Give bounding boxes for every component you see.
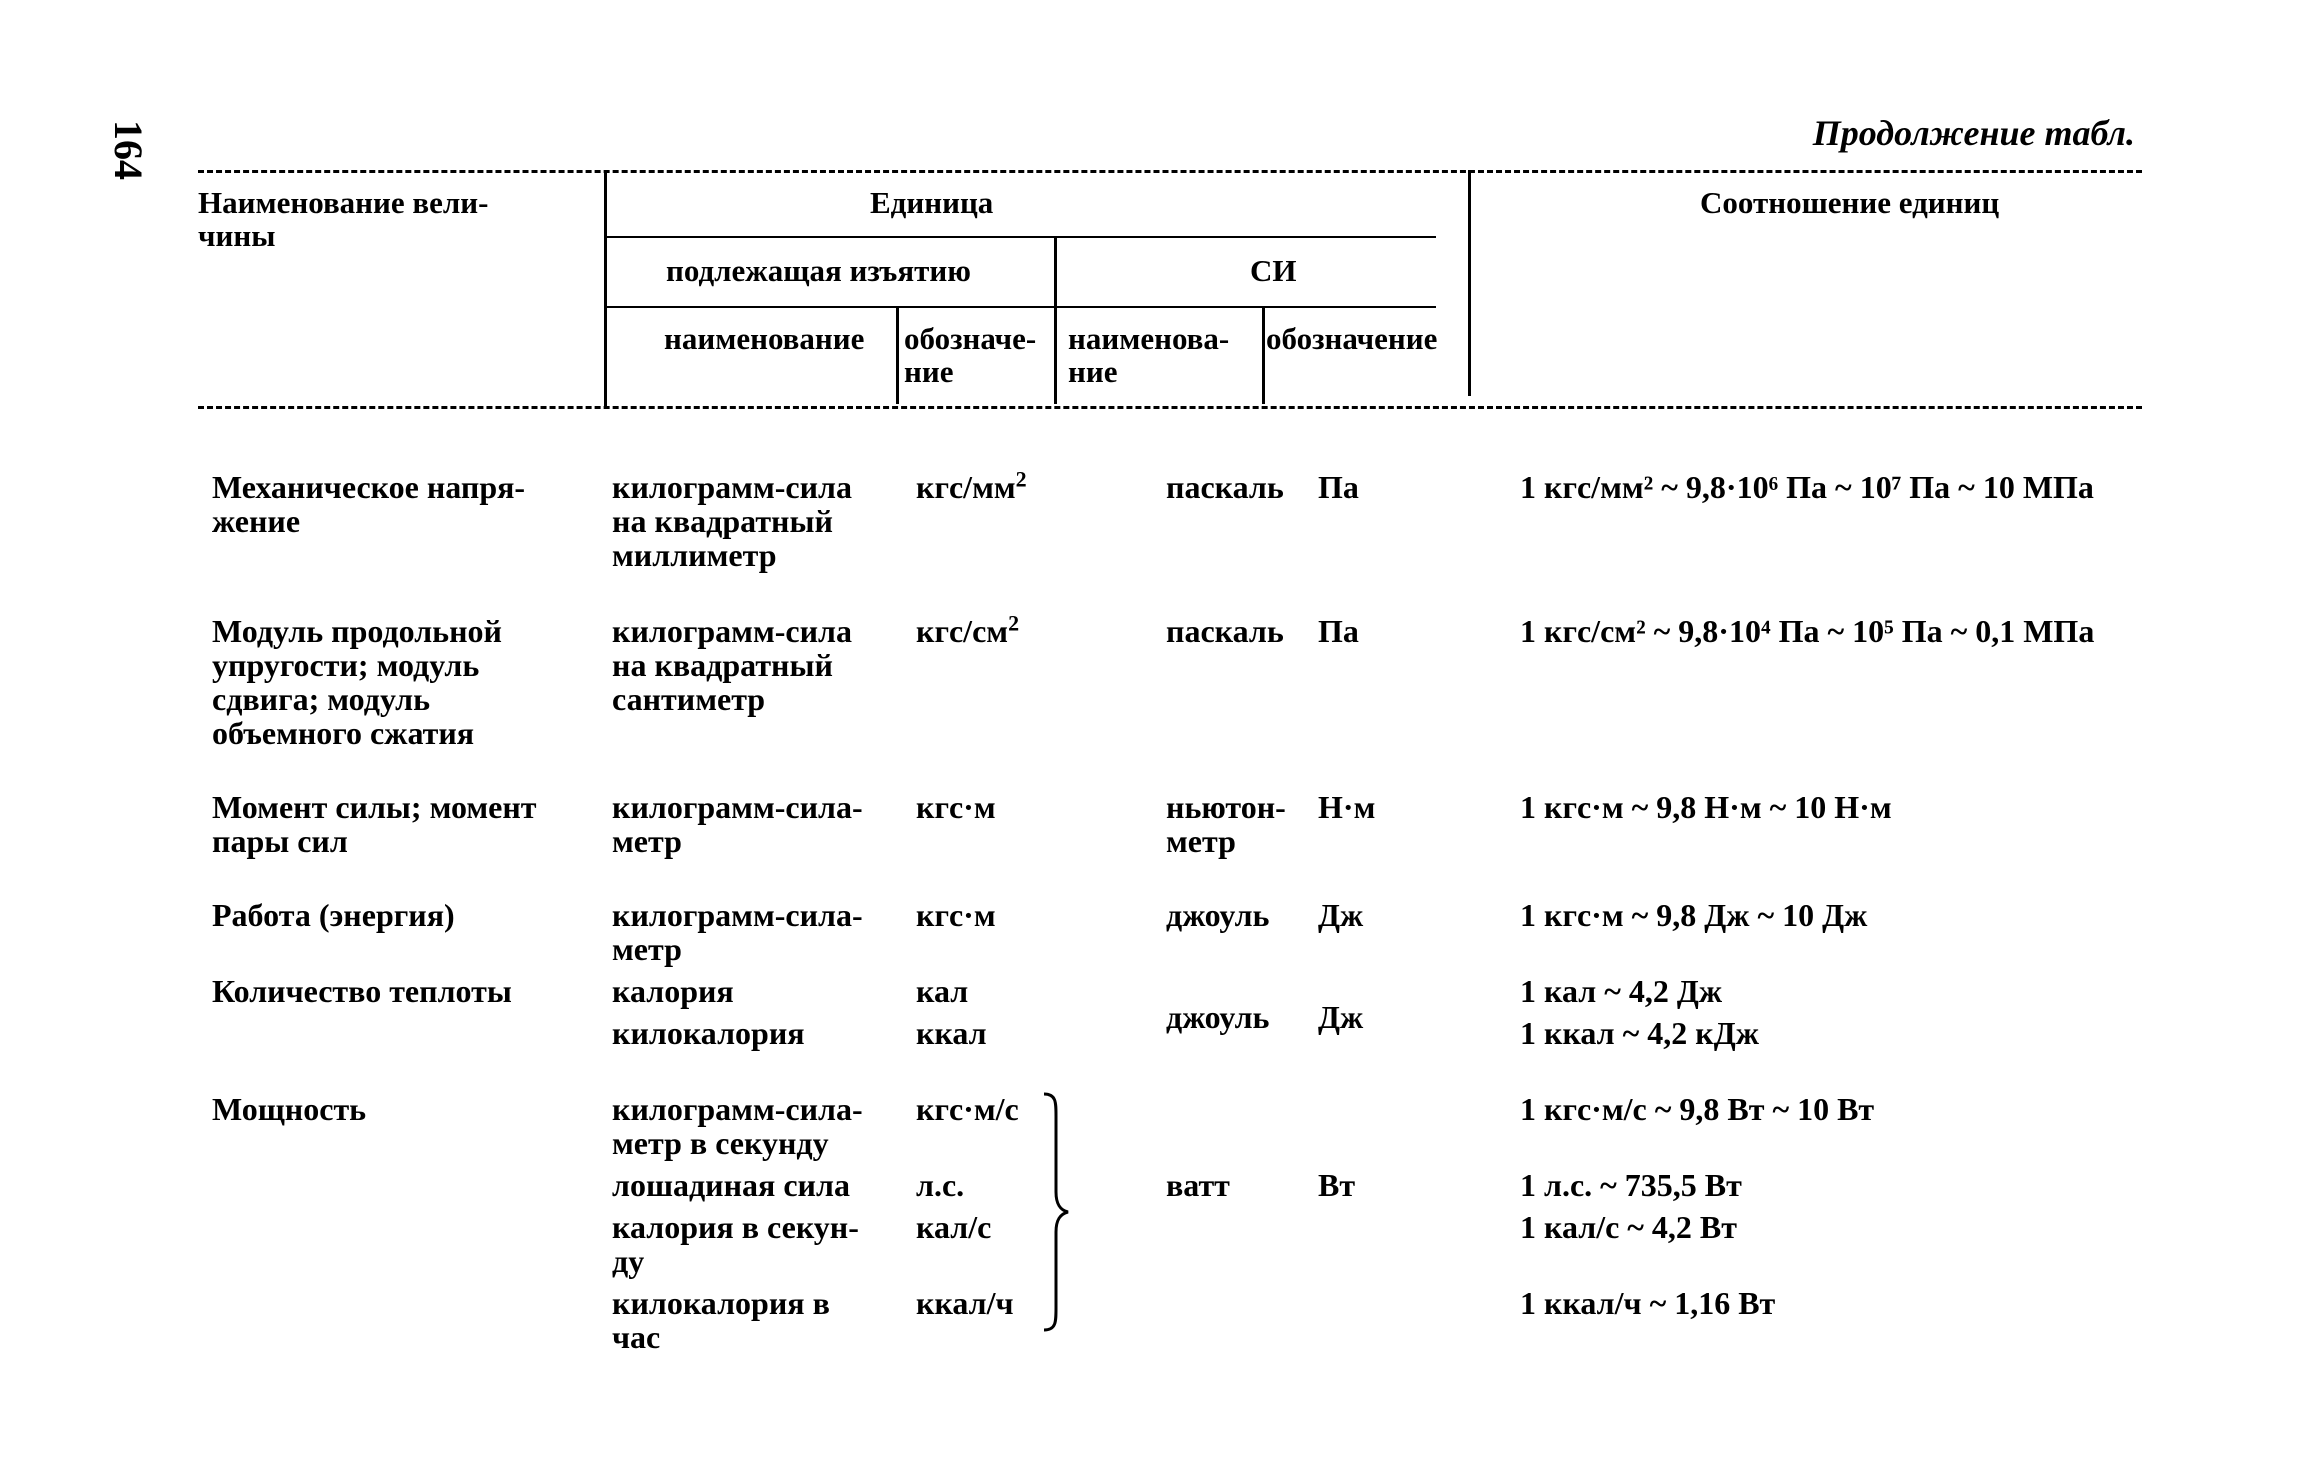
row-withdrawn-name: килограмм-сила- метр [612,789,863,859]
row-quantity: Мощность [212,1091,367,1127]
subunit-rule [606,306,1436,308]
row-ratio: 1 л.с. ~ 735,5 Вт [1520,1167,1742,1203]
row-quantity: Работа (энергия) [212,897,455,933]
header-withdrawn-name: наименование [664,321,865,356]
col-rule-5 [1468,170,1471,396]
row-withdrawn-name: килокалория [612,1015,805,1051]
header-si-symbol: обозначение [1266,321,1438,356]
row-si-name: ньютон- метр [1166,789,1286,859]
row-withdrawn-symbol: кгс·м/с [916,1091,1019,1127]
row-withdrawn-symbol: л.с. [916,1167,965,1203]
col-rule-1 [604,170,607,408]
unit-rule [606,236,1436,238]
row-ratio: 1 кгс/мм² ~ 9,8·10⁶ Па ~ 10⁷ Па ~ 10 МПа [1520,469,2094,505]
header-withdrawn: подлежащая изъятию [666,253,971,288]
row-quantity: Механическое напря- жение [212,469,526,539]
row-withdrawn-name: килограмм-сила на квадратный миллиметр [612,469,852,573]
row-si-name: джоуль [1166,999,1270,1035]
row-withdrawn-symbol: кгс·м [916,789,996,825]
row-ratio: 1 кгс·м/с ~ 9,8 Вт ~ 10 Вт [1520,1091,1875,1127]
row-withdrawn-name: лошадиная сила [612,1167,850,1203]
header-quantity: Наименование вели- чины [198,185,489,253]
row-si-name: паскаль [1166,613,1284,649]
row-withdrawn-name: килограмм-сила- метр в секунду [612,1091,863,1161]
row-quantity: Момент силы; момент пары сил [212,789,537,859]
page-number: 164 [106,120,151,180]
header-ratio: Соотношение единиц [1700,185,2000,220]
row-ratio: 1 кал ~ 4,2 Дж [1520,973,1723,1009]
row-withdrawn-symbol: кгс/$мм^2$ [916,466,1027,505]
grouping-brace [1040,1092,1070,1332]
row-si-symbol: Н·м [1318,789,1376,825]
table-top-rule [198,170,2142,173]
row-withdrawn-name: килокалория в час [612,1285,830,1355]
row-ratio: 1 кгс·м ~ 9,8 Дж ~ 10 Дж [1520,897,1868,933]
continuation-label: Продолжение табл. [1812,113,2135,153]
row-ratio: 1 ккал/ч ~ 1,16 Вт [1520,1285,1776,1321]
row-withdrawn-symbol: кгс/$см^2$ [916,610,1020,649]
row-withdrawn-symbol: ккал [916,1015,987,1051]
row-withdrawn-symbol: ккал/ч [916,1285,1014,1321]
row-quantity: Количество теплоты [212,973,512,1009]
row-quantity: Модуль продольной упругости; модуль сдвига; модуль объемного сжатия [212,613,502,751]
row-si-symbol: Па [1318,469,1359,505]
row-withdrawn-name: калория в секун- ду [612,1209,859,1279]
row-si-symbol: Па [1318,613,1359,649]
row-si-name: джоуль [1166,897,1270,933]
header-si-name: наименова- ние [1068,321,1230,389]
row-ratio: 1 ккал ~ 4,2 кДж [1520,1015,1759,1051]
header-si: СИ [1250,253,1297,288]
row-si-symbol: Вт [1318,1167,1356,1203]
row-ratio: 1 кгс·м ~ 9,8 Н·м ~ 10 Н·м [1520,789,1892,825]
row-withdrawn-symbol: кгс·м [916,897,996,933]
row-withdrawn-name: килограмм-сила на квадратный сантиметр [612,613,852,717]
row-withdrawn-name: калория [612,973,734,1009]
row-ratio: 1 кал/с ~ 4,2 Вт [1520,1209,1737,1245]
row-ratio: 1 кгс/см² ~ 9,8·10⁴ Па ~ 10⁵ Па ~ 0,1 МПа [1520,613,2095,649]
header-withdrawn-symbol: обозначе- ние [904,321,1037,389]
row-si-name: паскаль [1166,469,1284,505]
row-withdrawn-symbol: кал [916,973,969,1009]
header-bottom-rule [198,406,2142,409]
row-si-symbol: Дж [1318,897,1364,933]
col-rule-4 [1262,306,1265,404]
row-si-symbol: Дж [1318,999,1364,1035]
header-unit: Единица [870,185,994,220]
col-rule-3 [1054,236,1057,404]
row-withdrawn-name: килограмм-сила- метр [612,897,863,967]
row-withdrawn-symbol: кал/с [916,1209,992,1245]
col-rule-2 [896,306,899,404]
row-si-name: ватт [1166,1167,1230,1203]
